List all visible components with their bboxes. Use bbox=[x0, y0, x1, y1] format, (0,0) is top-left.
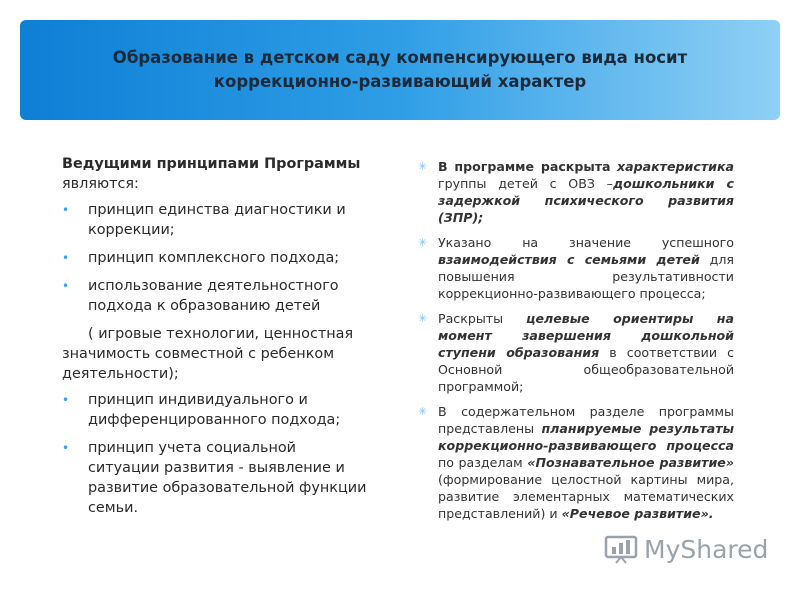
program-text: для повышения результативности коррекционно-развивающего процесса; bbox=[438, 252, 734, 301]
asterisk-bullet-icon: ✳ bbox=[418, 160, 428, 173]
program-text-emph: целевые ориентиры на момент завершения дошкольной ступени образования bbox=[438, 311, 734, 360]
program-text-emph: «Речевое развитие». bbox=[561, 506, 714, 521]
program-text: по разделам bbox=[438, 455, 523, 470]
program-text: В программе раскрыта bbox=[438, 159, 611, 174]
program-text: группы детей с ОВЗ – bbox=[438, 176, 613, 191]
principles-intro-rest: являются: bbox=[62, 176, 139, 192]
program-column bbox=[418, 158, 734, 530]
principles-intro-bold: Ведущими принципами Программы bbox=[62, 156, 361, 172]
slide-title-line-1: Образование в детском саду компенсирующего вида носит bbox=[112, 48, 688, 67]
program-text: В содержательном разделе программы представлены bbox=[438, 404, 734, 436]
principles-list-2 bbox=[62, 390, 372, 518]
slide-title bbox=[80, 46, 720, 94]
principle-item: • принцип учета социальной ситуации развития - выявление и развитие образовательной функции семьи. bbox=[62, 438, 372, 518]
presentation-board-icon bbox=[604, 534, 640, 564]
principles-list bbox=[62, 200, 372, 316]
slide-title-line-2: коррекционно-развивающий характер bbox=[213, 72, 587, 91]
program-text-emph: характеристика bbox=[617, 159, 734, 174]
logo-text: MyShared bbox=[644, 534, 769, 564]
watermark-logo bbox=[604, 534, 768, 564]
asterisk-bullet-icon: ✳ bbox=[418, 236, 428, 249]
program-text-emph: «Познавательное развитие» bbox=[527, 455, 734, 470]
principle-continuation: ( игровые технологии, ценностная значимость совместной с ребенком деятельности); bbox=[62, 326, 354, 382]
program-text-emph: планируемые результаты коррекционно-развивающего процесса bbox=[438, 421, 734, 453]
program-text: в соответствии с Основной общеобразовательной программой; bbox=[438, 345, 734, 394]
program-text-emph: взаимодействия с семьями детей bbox=[438, 252, 700, 267]
principles-column bbox=[62, 154, 372, 526]
asterisk-bullet-icon: ✳ bbox=[418, 405, 428, 418]
principle-item: • использование деятельностного подхода к образованию детей bbox=[62, 276, 372, 316]
program-item bbox=[418, 403, 734, 522]
program-text: (формирование целостной картины мира, развитие элементарных математических представлений) и bbox=[438, 472, 734, 521]
title-banner bbox=[20, 20, 780, 120]
principles-intro bbox=[62, 154, 372, 194]
asterisk-bullet-icon: ✳ bbox=[418, 312, 428, 325]
program-text: Указано на значение успешного bbox=[438, 235, 734, 250]
program-item bbox=[418, 158, 734, 226]
program-text-emph: дошкольники с задержкой психического развития (ЗПР); bbox=[438, 176, 734, 225]
principle-item: • принцип комплексного подхода; bbox=[62, 248, 372, 268]
program-text: Раскрыты bbox=[438, 311, 504, 326]
principle-item: • принцип индивидуального и дифференцированного подхода; bbox=[62, 390, 372, 430]
program-list bbox=[418, 158, 734, 522]
program-item bbox=[418, 310, 734, 395]
program-item bbox=[418, 234, 734, 302]
principle-item: • принцип единства диагностики и коррекции; bbox=[62, 200, 372, 240]
